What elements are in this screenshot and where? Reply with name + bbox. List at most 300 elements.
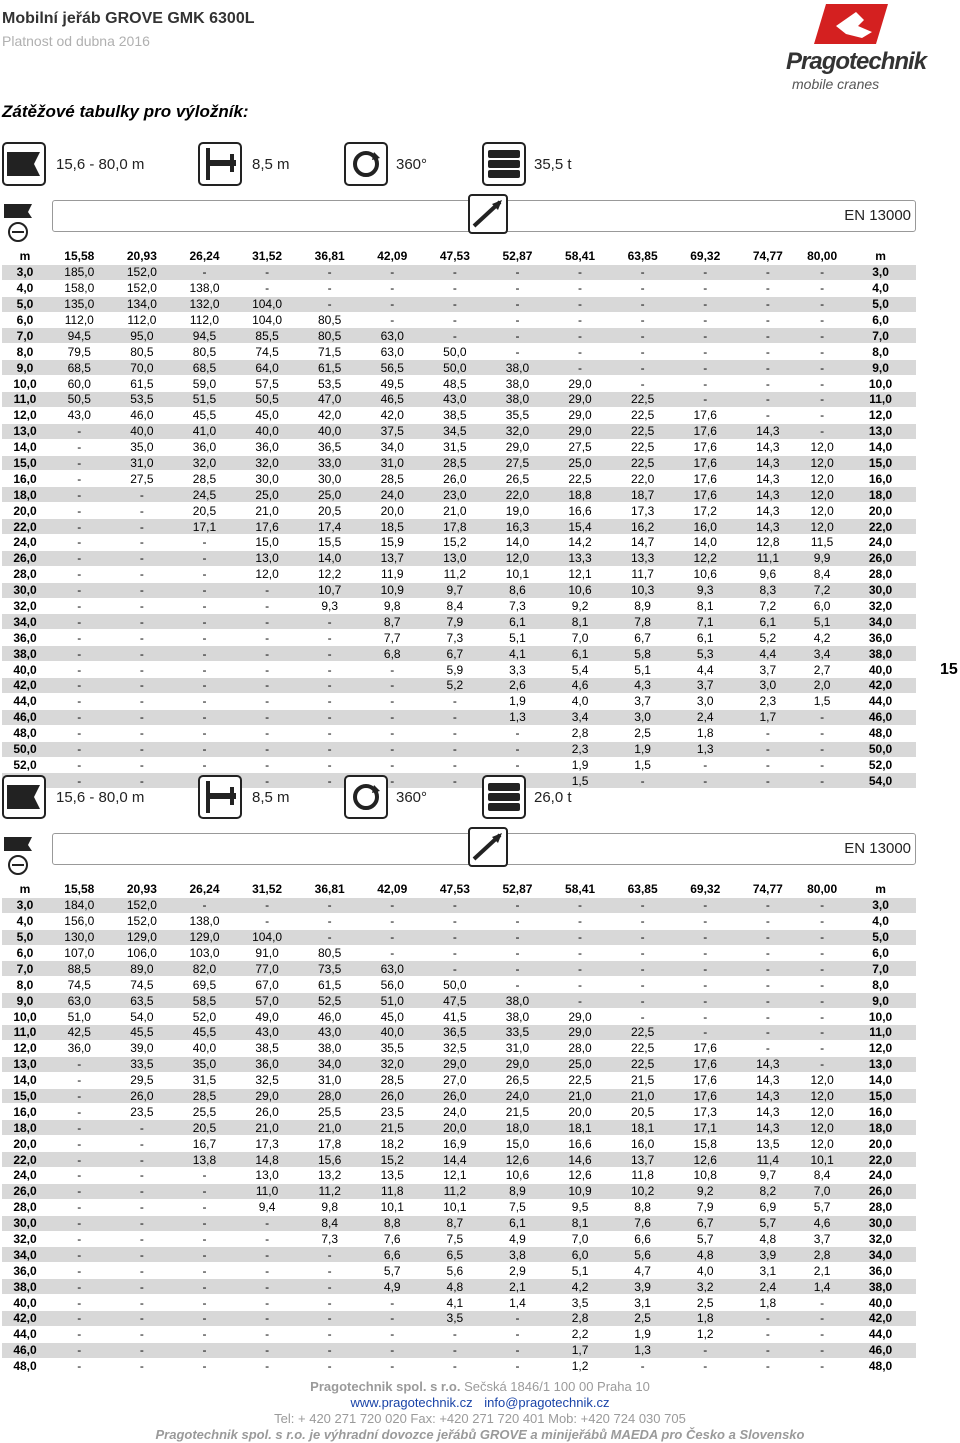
load-cell: 14,3 <box>737 1104 800 1120</box>
load-cell: - <box>799 961 845 977</box>
load-cell: 6,6 <box>611 1231 674 1247</box>
load-cell: 130,0 <box>48 929 111 945</box>
table-row <box>2 1215 916 1231</box>
load-cell: 2,5 <box>674 1295 737 1311</box>
load-cell: 12,2 <box>298 566 361 582</box>
radius-cell: 36,0 <box>2 1263 48 1279</box>
load-cell: 18,1 <box>549 1120 612 1136</box>
load-cell: - <box>486 725 549 741</box>
table-row <box>2 455 916 471</box>
table-row <box>2 1279 916 1295</box>
boom-length-header: 58,41 <box>549 249 612 265</box>
load-cell: - <box>486 1311 549 1327</box>
load-cell: - <box>173 693 236 709</box>
load-cell: 15,8 <box>674 1136 737 1152</box>
load-cell: 8,4 <box>298 1215 361 1231</box>
load-cell: 14,2 <box>549 535 612 551</box>
radius-cell: 40,0 <box>845 662 916 678</box>
load-cell: 80,5 <box>111 344 174 360</box>
load-cell: - <box>674 961 737 977</box>
load-cell: 35,0 <box>173 1056 236 1072</box>
load-cell: 73,5 <box>298 961 361 977</box>
radius-cell: 40,0 <box>2 662 48 678</box>
load-cell: 12,0 <box>799 487 845 503</box>
load-cell: - <box>549 328 612 344</box>
load-cell: 17,6 <box>674 1088 737 1104</box>
radius-cell: 10,0 <box>2 1009 48 1025</box>
load-cell: 20,5 <box>173 503 236 519</box>
radius-cell: 34,0 <box>2 1247 48 1263</box>
load-cell: - <box>48 598 111 614</box>
load-cell: - <box>799 1056 845 1072</box>
load-cell: - <box>361 741 424 757</box>
load-cell: - <box>111 582 174 598</box>
load-cell: - <box>424 296 487 312</box>
load-cell: - <box>111 693 174 709</box>
load-cell: - <box>111 503 174 519</box>
load-cell: 77,0 <box>236 961 299 977</box>
load-cell: 17,6 <box>674 407 737 423</box>
load-cell: 107,0 <box>48 945 111 961</box>
load-cell: 6,7 <box>674 1215 737 1231</box>
load-cell: 15,0 <box>486 1136 549 1152</box>
load-cell: - <box>611 897 674 913</box>
radius-cell: 24,0 <box>2 1168 48 1184</box>
table-row <box>2 693 916 709</box>
radius-cell: 26,0 <box>845 550 916 566</box>
load-cell: 63,0 <box>48 993 111 1009</box>
load-cell: - <box>737 773 800 788</box>
load-cell: 6,8 <box>361 646 424 662</box>
radius-cell: 4,0 <box>845 280 916 296</box>
footer-line-1 <box>0 1379 960 1395</box>
load-cell: 2,2 <box>549 1326 612 1342</box>
load-cell: 27,0 <box>424 1072 487 1088</box>
load-cell: 33,5 <box>111 1056 174 1072</box>
radius-cell: 5,0 <box>2 929 48 945</box>
radius-cell: 14,0 <box>2 1072 48 1088</box>
load-cell: - <box>111 487 174 503</box>
radius-cell: 28,0 <box>2 566 48 582</box>
boom-length-header: 63,85 <box>611 249 674 265</box>
radius-cell: 38,0 <box>2 1279 48 1295</box>
load-cell: 12,2 <box>674 550 737 566</box>
radius-cell: 14,0 <box>845 439 916 455</box>
table-row <box>2 566 916 582</box>
load-cell: 7,8 <box>611 614 674 630</box>
table-row <box>2 1009 916 1025</box>
load-cell: - <box>48 550 111 566</box>
load-cell: - <box>737 1025 800 1041</box>
load-cell: - <box>611 977 674 993</box>
load-cell: 23,0 <box>424 487 487 503</box>
load-cell: 6,7 <box>611 630 674 646</box>
load-cell: 45,0 <box>236 407 299 423</box>
load-cell: 1,5 <box>549 773 612 788</box>
load-cell: 14,8 <box>236 1152 299 1168</box>
load-cell: 3,5 <box>424 1311 487 1327</box>
load-cell: - <box>111 1120 174 1136</box>
load-cell: - <box>486 961 549 977</box>
load-cell: 3,9 <box>737 1247 800 1263</box>
load-cell: 12,0 <box>486 550 549 566</box>
load-cell: - <box>737 280 800 296</box>
table-row <box>2 662 916 678</box>
table-row <box>2 945 916 961</box>
load-cell: - <box>611 945 674 961</box>
radius-cell: 3,0 <box>845 897 916 913</box>
load-cell: - <box>111 1358 174 1373</box>
table-row <box>2 487 916 503</box>
boom-length-header: 15,58 <box>48 882 111 898</box>
load-cell: 4,2 <box>549 1279 612 1295</box>
load-cell: - <box>549 929 612 945</box>
boom-length-header: 31,52 <box>236 882 299 898</box>
load-cell: 16,6 <box>549 503 612 519</box>
load-cell: 5,7 <box>674 1231 737 1247</box>
load-cell: 17,6 <box>674 471 737 487</box>
table-row <box>2 471 916 487</box>
radius-cell: 52,0 <box>2 757 48 773</box>
config-row <box>2 775 916 825</box>
load-cell: 29,0 <box>549 392 612 408</box>
radius-cell: 40,0 <box>2 1295 48 1311</box>
load-cell: - <box>799 360 845 376</box>
load-cell: 28,5 <box>361 471 424 487</box>
load-cell: - <box>674 929 737 945</box>
load-cell: 8,2 <box>737 1183 800 1199</box>
load-cell: - <box>298 646 361 662</box>
load-cell: - <box>173 614 236 630</box>
load-cell: - <box>674 296 737 312</box>
load-cell: 10,6 <box>674 566 737 582</box>
load-cell: 71,5 <box>298 344 361 360</box>
load-cell: 5,4 <box>549 662 612 678</box>
table-row <box>2 423 916 439</box>
load-cell: - <box>674 328 737 344</box>
load-cell: - <box>173 646 236 662</box>
load-cell: - <box>737 741 800 757</box>
load-cell: 36,0 <box>236 439 299 455</box>
load-cell: - <box>737 264 800 280</box>
radius-cell: 48,0 <box>845 725 916 741</box>
radius-cell: 9,0 <box>845 360 916 376</box>
load-cell: 94,5 <box>48 328 111 344</box>
radius-header: m <box>2 249 48 265</box>
radius-cell: 26,0 <box>2 1183 48 1199</box>
load-cell: 63,0 <box>361 961 424 977</box>
load-cell: 23,5 <box>361 1104 424 1120</box>
load-cell: 5,1 <box>549 1263 612 1279</box>
load-cell: 16,0 <box>674 519 737 535</box>
table-row <box>2 1120 916 1136</box>
load-cell: 21,5 <box>486 1104 549 1120</box>
radius-cell: 9,0 <box>845 993 916 1009</box>
load-cell: 10,2 <box>611 1183 674 1199</box>
load-cell: 40,0 <box>111 423 174 439</box>
radius-cell: 34,0 <box>2 614 48 630</box>
load-cell: 49,0 <box>236 1009 299 1025</box>
radius-cell: 9,0 <box>2 360 48 376</box>
load-cell: 28,5 <box>361 1072 424 1088</box>
load-cell: - <box>236 1215 299 1231</box>
load-cell: 138,0 <box>173 913 236 929</box>
load-cell: 12,0 <box>799 503 845 519</box>
load-cell: 25,0 <box>549 455 612 471</box>
rotation-icon <box>344 142 388 186</box>
load-cell: 10,1 <box>424 1199 487 1215</box>
load-cell: 21,5 <box>361 1120 424 1136</box>
load-cell: 5,6 <box>424 1263 487 1279</box>
load-cell: - <box>48 1326 111 1342</box>
load-cell: 38,0 <box>486 1009 549 1025</box>
load-cell: - <box>611 296 674 312</box>
load-cell: 34,0 <box>298 1056 361 1072</box>
load-cell: 50,5 <box>48 392 111 408</box>
load-cell: 34,0 <box>361 439 424 455</box>
load-cell: - <box>549 977 612 993</box>
load-cell: - <box>737 392 800 408</box>
boom-length-header: 74,77 <box>737 249 800 265</box>
load-cell: - <box>424 1358 487 1373</box>
load-cell: - <box>611 280 674 296</box>
load-cell: 80,5 <box>173 344 236 360</box>
load-cell: - <box>173 566 236 582</box>
load-cell: - <box>48 678 111 694</box>
load-cell: 2,6 <box>486 678 549 694</box>
load-cell: - <box>674 993 737 1009</box>
load-cell: 43,0 <box>236 1025 299 1041</box>
boom-length-header: 42,09 <box>361 882 424 898</box>
table-row <box>2 598 916 614</box>
load-cell: - <box>799 280 845 296</box>
radius-cell: 54,0 <box>845 773 916 788</box>
load-cell: 8,8 <box>611 1199 674 1215</box>
load-cell: 17,8 <box>298 1136 361 1152</box>
load-cell: 12,6 <box>549 1168 612 1184</box>
radius-cell: 48,0 <box>845 1358 916 1373</box>
load-cell: - <box>424 945 487 961</box>
load-cell: - <box>48 646 111 662</box>
load-cell: 12,0 <box>799 1072 845 1088</box>
load-cell: 5,7 <box>799 1199 845 1215</box>
boom-length-icon <box>2 775 46 819</box>
load-cell: - <box>737 1326 800 1342</box>
footer-email[interactable]: info@pragotechnik.cz <box>484 1395 610 1410</box>
load-cell: 28,5 <box>173 471 236 487</box>
load-cell: 12,0 <box>799 1088 845 1104</box>
load-cell: 32,0 <box>173 455 236 471</box>
footer-company: Pragotechnik spol. s r.o. <box>310 1379 461 1394</box>
load-cell: 22,5 <box>611 423 674 439</box>
load-cell: - <box>111 1311 174 1327</box>
load-cell: 9,8 <box>361 598 424 614</box>
load-cell: 20,0 <box>424 1120 487 1136</box>
load-cell: 3,4 <box>549 709 612 725</box>
radius-cell: 4,0 <box>2 280 48 296</box>
load-cell: 7,3 <box>486 598 549 614</box>
load-cell: 21,0 <box>236 503 299 519</box>
load-cell: 18,1 <box>611 1120 674 1136</box>
load-cell: 13,7 <box>361 550 424 566</box>
load-cell: 24,0 <box>486 1088 549 1104</box>
load-cell: 26,5 <box>486 1072 549 1088</box>
table-row <box>2 296 916 312</box>
load-cell: - <box>674 392 737 408</box>
load-cell: - <box>737 376 800 392</box>
table-row <box>2 1040 916 1056</box>
load-cell: 3,2 <box>674 1279 737 1295</box>
load-cell: 8,9 <box>486 1183 549 1199</box>
load-cell: 80,5 <box>298 328 361 344</box>
load-cell: - <box>111 662 174 678</box>
load-cell: 3,1 <box>737 1263 800 1279</box>
load-cell: 36,0 <box>173 439 236 455</box>
load-cell: 3,7 <box>737 662 800 678</box>
radius-cell: 50,0 <box>2 741 48 757</box>
load-cell: 10,3 <box>611 582 674 598</box>
load-cell: 20,0 <box>361 503 424 519</box>
table-row <box>2 913 916 929</box>
radius-cell: 6,0 <box>845 945 916 961</box>
load-cell: 13,8 <box>173 1152 236 1168</box>
load-cell: - <box>236 897 299 913</box>
load-cell: 135,0 <box>48 296 111 312</box>
load-cell: 17,3 <box>611 503 674 519</box>
load-cell: 8,4 <box>424 598 487 614</box>
radius-cell: 44,0 <box>2 693 48 709</box>
load-cell: 12,6 <box>674 1152 737 1168</box>
load-cell: 45,5 <box>111 1025 174 1041</box>
load-cell: 17,3 <box>674 1104 737 1120</box>
load-cell: - <box>486 296 549 312</box>
boom-length-header: 80,00 <box>799 882 845 898</box>
load-cell: - <box>173 1263 236 1279</box>
boom-length-header: 31,52 <box>236 249 299 265</box>
load-cell: - <box>361 678 424 694</box>
radius-cell: 42,0 <box>845 678 916 694</box>
footer-web[interactable]: www.pragotechnik.cz <box>350 1395 473 1410</box>
load-cell: 3,7 <box>611 693 674 709</box>
load-cell: 10,6 <box>486 1168 549 1184</box>
load-cell: 22,5 <box>549 1072 612 1088</box>
table-row <box>2 439 916 455</box>
load-cell: 30,0 <box>236 471 299 487</box>
load-cell: - <box>674 897 737 913</box>
radius-cell: 32,0 <box>845 1231 916 1247</box>
load-cell: - <box>173 550 236 566</box>
load-cell: 9,8 <box>298 1199 361 1215</box>
load-cell: 21,0 <box>236 1120 299 1136</box>
load-cell: 6,1 <box>549 646 612 662</box>
load-cell: - <box>737 945 800 961</box>
load-cell: 13,0 <box>236 1168 299 1184</box>
load-cell: 7,0 <box>549 1231 612 1247</box>
load-cell: 6,9 <box>737 1199 800 1215</box>
load-cell: - <box>611 961 674 977</box>
load-cell: - <box>737 1009 800 1025</box>
load-cell: 50,0 <box>424 977 487 993</box>
load-cell: 4,8 <box>737 1231 800 1247</box>
radius-cell: 20,0 <box>2 503 48 519</box>
load-cell: - <box>298 693 361 709</box>
load-cell: 1,9 <box>611 741 674 757</box>
load-cell: 158,0 <box>48 280 111 296</box>
load-cell: 29,0 <box>549 1025 612 1041</box>
radius-cell: 36,0 <box>845 1263 916 1279</box>
radius-header: m <box>2 882 48 898</box>
load-cell: 2,5 <box>611 725 674 741</box>
load-cell: 18,0 <box>486 1120 549 1136</box>
load-cell: - <box>48 1279 111 1295</box>
load-cell: - <box>111 725 174 741</box>
load-cell: 5,6 <box>611 1247 674 1263</box>
load-cell: 20,5 <box>173 1120 236 1136</box>
load-cell: 52,5 <box>298 993 361 1009</box>
load-cell: - <box>48 1199 111 1215</box>
table-row <box>2 1152 916 1168</box>
load-cell: 67,0 <box>236 977 299 993</box>
load-cell: 5,8 <box>611 646 674 662</box>
load-cell: 26,0 <box>424 471 487 487</box>
table-row <box>2 1358 916 1373</box>
footer <box>0 1379 960 1443</box>
radius-cell: 46,0 <box>2 1342 48 1358</box>
load-cell: - <box>549 296 612 312</box>
load-cell: - <box>361 1342 424 1358</box>
load-cell: - <box>111 614 174 630</box>
load-cell: - <box>298 1279 361 1295</box>
load-cell: 15,2 <box>424 535 487 551</box>
load-cell: 36,5 <box>424 1025 487 1041</box>
radius-cell: 6,0 <box>2 312 48 328</box>
load-cell: 38,5 <box>236 1040 299 1056</box>
load-cell: 43,0 <box>424 392 487 408</box>
load-cell: 152,0 <box>111 280 174 296</box>
load-cell: 14,3 <box>737 439 800 455</box>
load-cell: 3,0 <box>674 693 737 709</box>
load-cell: - <box>737 1311 800 1327</box>
load-cell: 104,0 <box>236 312 299 328</box>
boom-length-header: 63,85 <box>611 882 674 898</box>
load-cell: 14,3 <box>737 1072 800 1088</box>
load-cell: - <box>236 646 299 662</box>
load-cell: - <box>298 662 361 678</box>
load-cell: - <box>298 1342 361 1358</box>
load-cell: 80,5 <box>298 945 361 961</box>
load-cell: 8,7 <box>424 1215 487 1231</box>
load-cell: 20,5 <box>298 503 361 519</box>
load-cell: - <box>799 344 845 360</box>
load-cell: 22,5 <box>549 471 612 487</box>
radius-cell: 44,0 <box>2 1326 48 1342</box>
boom-length-header: 26,24 <box>173 882 236 898</box>
load-cell: - <box>424 741 487 757</box>
load-cell: - <box>236 725 299 741</box>
radius-cell: 16,0 <box>845 1104 916 1120</box>
load-cell: 6,5 <box>424 1247 487 1263</box>
load-cell: 13,5 <box>361 1168 424 1184</box>
load-cell: - <box>799 1342 845 1358</box>
load-cell: - <box>111 598 174 614</box>
radius-cell: 32,0 <box>2 1231 48 1247</box>
load-cell: 52,0 <box>173 1009 236 1025</box>
radius-cell: 13,0 <box>845 423 916 439</box>
load-cell: 14,0 <box>298 550 361 566</box>
radius-cell: 44,0 <box>845 693 916 709</box>
load-cell: - <box>799 296 845 312</box>
doc-validity: Platnost od dubna 2016 <box>2 33 150 49</box>
